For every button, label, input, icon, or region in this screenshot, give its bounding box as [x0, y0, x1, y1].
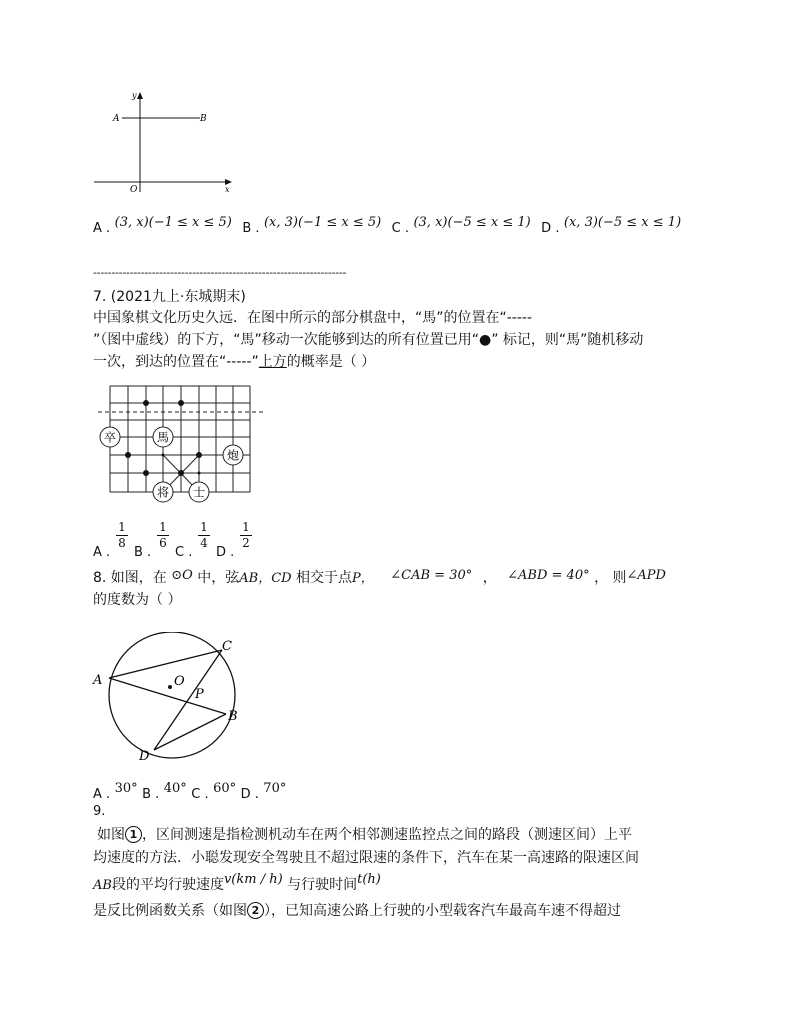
point-b-label: B [200, 114, 207, 124]
q7-line3 [93, 351, 375, 371]
q7-option-d-frac: 1 2 [240, 521, 252, 550]
svg-text:卒: 卒 [103, 430, 117, 445]
coordinate-figure [88, 88, 238, 196]
q8-option-c-letter: C . [191, 787, 209, 802]
label-d: D [139, 749, 150, 764]
label-o: O [174, 674, 185, 689]
q7-line3-underlined: 上方 [258, 354, 287, 370]
piece-ma [153, 427, 173, 447]
piece-shi [189, 482, 209, 502]
svg-text:将: 将 [156, 485, 170, 500]
q7-option-b-letter: B . [134, 545, 152, 560]
q8-text-2: 中，弦 [197, 570, 240, 586]
q9-line3-b: 段的平均行驶速度 [111, 877, 224, 893]
circle-figure [90, 632, 250, 764]
q7-option-b-frac: 1 6 [157, 521, 169, 550]
q9-line4-a: 是反比例函数关系（如图 [93, 903, 247, 919]
q7-line2: ”（图中虚线）的下方，“馬”移动一次能够到达的所有位置已用“●” 标记，则“馬”随机移动 [93, 332, 644, 348]
q7-line1: 中国象棋文化历史久远．在图中所示的部分棋盘中，“馬”的位置在“----- [93, 310, 533, 326]
q8-option-d-letter: D . [240, 787, 259, 802]
separator: --------------------------------------------------------------------- [93, 266, 347, 279]
svg-text:馬: 馬 [156, 430, 170, 445]
q8-angle-abd: ∠ABD = 40° [507, 568, 590, 583]
q8-option-c-val: 60° [213, 781, 237, 796]
q8-option-a-letter: A . [93, 787, 111, 802]
q8-text-4: ， 则 [594, 570, 627, 586]
origin-label: O [130, 185, 138, 195]
q9-line3-d: 与行驶时间 [287, 877, 358, 893]
q9-velocity: v(km / h) [223, 872, 283, 887]
q8-option-d-val: 70° [263, 781, 287, 796]
option-b-letter: B . [242, 221, 260, 236]
q9-line1 [97, 824, 632, 844]
option-d-letter: D . [541, 221, 560, 236]
figure-1-mark: 1 [125, 826, 142, 843]
q7-option-c-frac: 1 4 [198, 521, 210, 550]
label-p: P [195, 687, 204, 702]
piece-zu [100, 427, 120, 447]
x-axis-label: x [225, 185, 230, 194]
q7-option-a-letter: A . [93, 545, 111, 560]
q9-line3 [93, 874, 381, 894]
figure-2-mark: 2 [247, 902, 264, 919]
option-b-expr: (x, 3)(−1 ≤ x ≤ 5) [263, 215, 382, 230]
q8-point: P， [352, 571, 374, 586]
label-b: B [228, 709, 238, 724]
q8-option-b-val: 40° [163, 781, 187, 796]
q7-option-d-letter: D . [216, 545, 235, 560]
piece-pao [223, 445, 243, 465]
piece-jiang [153, 482, 173, 502]
q8-chords: AB，CD [239, 571, 292, 586]
q6-options [93, 215, 682, 236]
q8-angle-cab: ∠CAB = 30° [390, 568, 473, 583]
q9-time: t(h) [357, 872, 381, 887]
q8-line1 [93, 567, 666, 587]
point-a-label: A [113, 114, 120, 124]
q7-line3-a: 一次，到达的位置在“-----” [93, 354, 259, 370]
y-axis-label: y [132, 91, 137, 100]
q9-line4 [93, 900, 621, 920]
q7-option-c-letter: C . [175, 545, 193, 560]
q8-text-3: 相交于点 [296, 570, 353, 586]
q8-line2: 的度数为（ ） [93, 592, 182, 608]
q9-ab: AB [93, 878, 112, 893]
q8-comma: ， [482, 570, 497, 586]
q8-option-b-letter: B . [142, 787, 160, 802]
q7-line3-b: 的概率是（ ） [286, 354, 376, 370]
option-a-letter: A . [93, 221, 111, 236]
option-c-expr: (3, x)(−5 ≤ x ≤ 1) [413, 215, 531, 230]
label-c: C [222, 639, 232, 654]
q9-line4-b: ），已知高速公路上行驶的小型载客汽车最高车速不得超过 [264, 903, 621, 919]
q7-source: 7. (2021九上·东城期末) [93, 289, 246, 305]
option-c-letter: C . [391, 221, 410, 236]
option-d-expr: (x, 3)(−5 ≤ x ≤ 1) [563, 215, 682, 230]
label-a: A [93, 673, 103, 688]
svg-text:炮: 炮 [226, 448, 240, 463]
svg-text:士: 士 [192, 485, 206, 500]
q8-options [93, 781, 287, 802]
chess-board-figure [96, 380, 266, 506]
q9-line2: 均速度的方法．小聪发现安全驾驶且不超过限速的条件下，汽车在某一高速路的限速区间 [93, 850, 639, 866]
q9-line1-b: ，区间测速是指检测机动车在两个相邻测速监控点之间的路段（测速区间）上平 [142, 827, 632, 843]
q7-option-a-frac: 1 8 [116, 521, 128, 550]
q9-line1-a: 如图 [97, 827, 125, 843]
option-a-expr: (3, x)(−1 ≤ x ≤ 5) [114, 215, 232, 230]
q9-number: 9. [93, 804, 106, 819]
q8-text-1: 8. 如图，在 [93, 570, 167, 586]
q8-circle: ⊙O [171, 568, 193, 583]
q8-option-a-val: 30° [114, 781, 138, 796]
q8-angle-apd: ∠APD [626, 568, 666, 583]
